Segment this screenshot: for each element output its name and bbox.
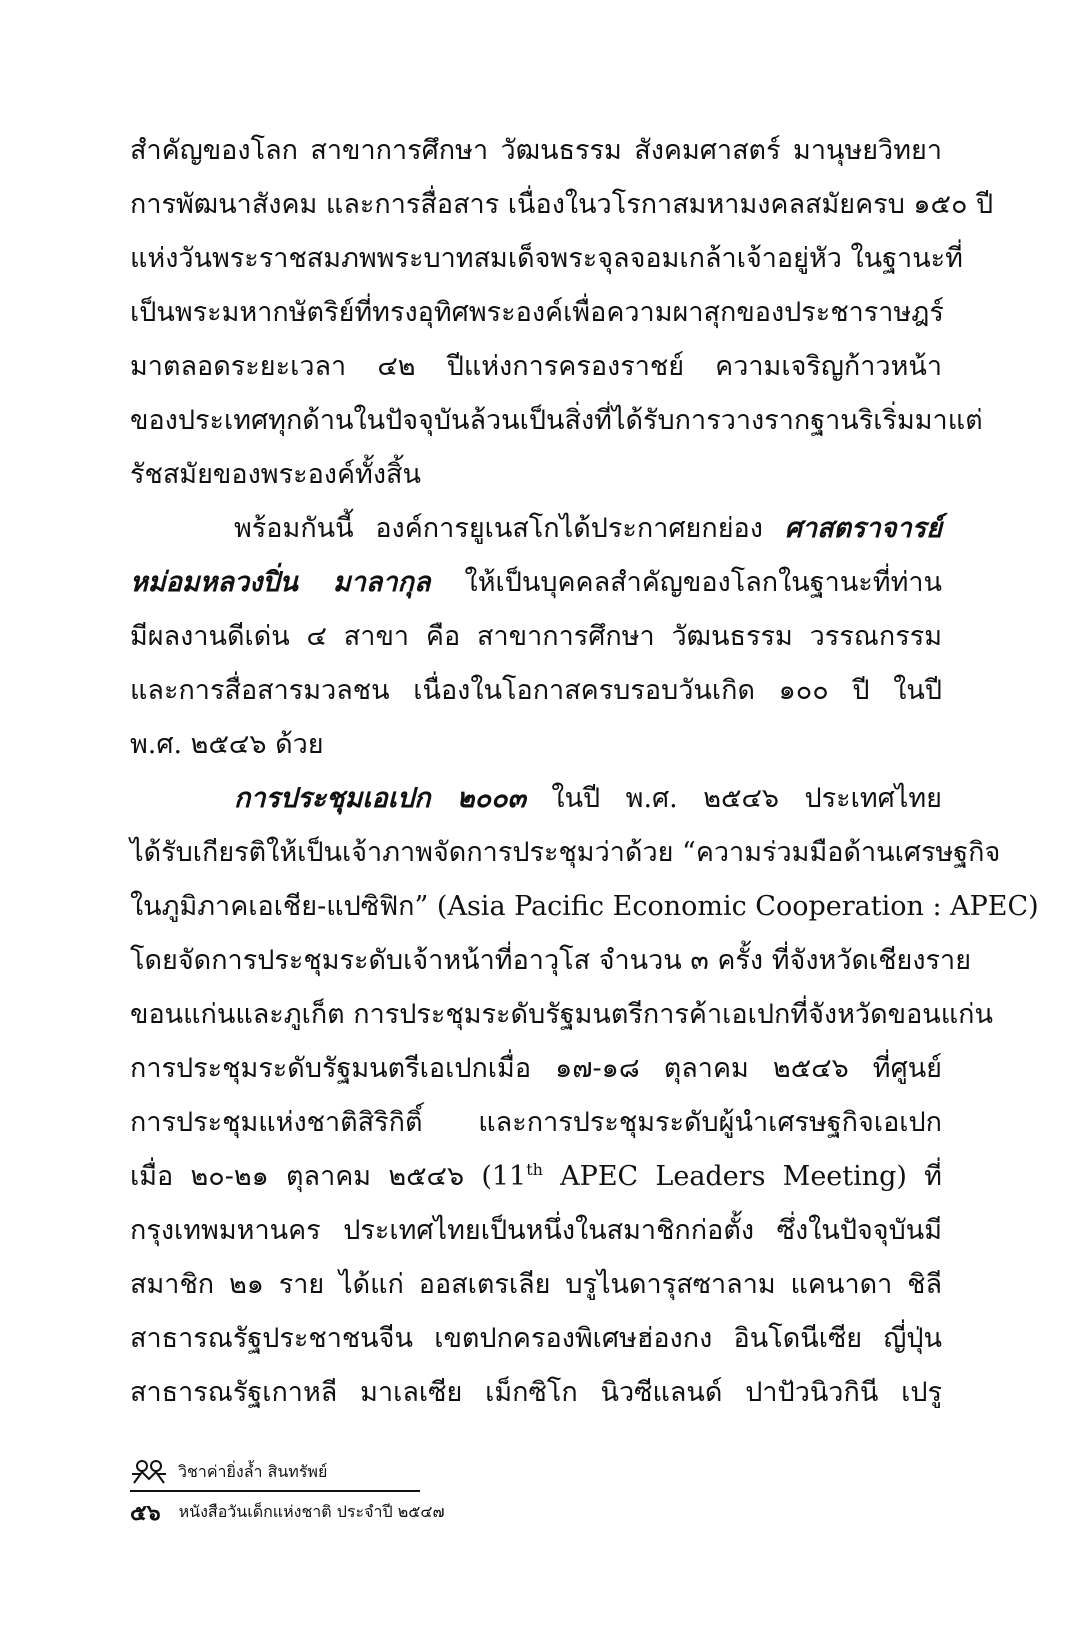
body-text: ในปี พ.ศ. ๒๕๔๖ ประเทศไทย: [525, 783, 942, 814]
body-line: ได้รับเกียรติให้เป็นเจ้าภาพจัดการประชุมว่าด้วย “ความร่วมมือด้านเศรษฐกิจ: [130, 837, 1001, 868]
body-line: และการสื่อสารมวลชน เนื่องในโอกาสครบรอบวันเกิด ๑๐๐ ปี ในปี: [130, 675, 942, 706]
body-line: เป็นพระมหากษัตริย์ที่ทรงอุทิศพระองค์เพื่อความผาสุกของประชาราษฎร์: [130, 297, 944, 328]
body-line: [130, 556, 942, 610]
body-line: ขอนแก่นและภูเก็ต การประชุมระดับรัฐมนตรีการค้าเอเปกที่จังหวัดขอนแก่น: [130, 999, 993, 1030]
body-line: สาธารณรัฐประชาชนจีน เขตปกครองพิเศษฮ่องกง อินโดนีเซีย ญี่ปุ่น: [130, 1323, 942, 1354]
emphasis-heading: การประชุมเอเปก ๒๐๐๓: [234, 783, 526, 814]
body-line: โดยจัดการประชุมระดับเจ้าหน้าที่อาวุโส จำนวน ๓ ครั้ง ที่จังหวัดเชียงราย: [130, 945, 972, 976]
body-line: กรุงเทพมหานคร ประเทศไทยเป็นหนึ่งในสมาชิกก่อตั้ง ซึ่งในปัจจุบันมี: [130, 1215, 942, 1246]
body-line: แห่งวันพระราชสมภพพระบาทสมเด็จพระจุลจอมเกล้าเจ้าอยู่หัว ในฐานะที่: [130, 243, 963, 274]
body-line: การพัฒนาสังคม และการสื่อสาร เนื่องในวโรกาสมหามงคลสมัยครบ ๑๕๐ ปี: [130, 189, 994, 220]
body-line: การประชุมแห่งชาติสิริกิติ์ และการประชุมระดับผู้นำเศรษฐกิจเอเปก: [130, 1107, 942, 1138]
body-text: ให้เป็นบุคคลสำคัญของโลกในฐานะที่ท่าน: [430, 567, 942, 598]
body-line: ในภูมิภาคเอเชีย-แปซิฟิก” (Asia Pacific Economic Cooperation : APEC): [130, 891, 1039, 922]
body-line: สมาชิก ๒๑ ราย ได้แก่ ออสเตรเลีย บรูไนดารุสซาลาม แคนาดา ชิลี: [130, 1269, 942, 1300]
body-line: พ.ศ. ๒๕๔๖ ด้วย: [130, 729, 324, 760]
superscript: th: [526, 1160, 543, 1179]
body-text: APEC Leaders Meeting) ที่: [542, 1161, 942, 1192]
body-line: สำคัญของโลก สาขาการศึกษา วัฒนธรรม สังคมศาสตร์ มานุษยวิทยา: [130, 135, 942, 166]
emphasis-name: ศาสตราจารย์: [784, 513, 942, 544]
body-line: มาตลอดระยะเวลา ๔๒ ปีแห่งการครองราชย์ ความเจริญก้าวหน้า: [130, 351, 942, 382]
body-line: มีผลงานดีเด่น ๔ สาขา คือ สาขาการศึกษา วัฒนธรรม วรรณกรรม: [130, 621, 942, 652]
body-line: รัชสมัยของพระองค์ทั้งสิ้น: [130, 459, 421, 490]
footer-brand-row: [130, 1458, 550, 1486]
body-text: พร้อมกันนี้ องค์การยูเนสโกได้ประกาศยกย่อง: [234, 513, 785, 544]
body-line: [130, 1150, 942, 1204]
child-logo-icon: [130, 1459, 168, 1485]
footer-divider: [130, 1490, 420, 1492]
page-footer: [130, 1458, 550, 1526]
paragraph-first-line: [130, 772, 942, 826]
body-line: สาธารณรัฐเกาหลี มาเลเซีย เม็กซิโก นิวซีแลนด์ ปาปัวนิวกินี เปรู: [130, 1377, 942, 1408]
paragraph-first-line: [130, 502, 942, 556]
footer-brand: วิชาค่ายิ่งล้ำ สินทรัพย์: [178, 1461, 328, 1481]
body-text: เมื่อ ๒๐-๒๑ ตุลาคม ๒๕๔๖ (11: [130, 1161, 527, 1192]
emphasis-name: หม่อมหลวงปิ่น มาลากุล: [130, 567, 431, 598]
page-number: ๕๖: [130, 1500, 161, 1526]
book-title: หนังสือวันเด็กแห่งชาติ ประจำปี ๒๕๔๗: [178, 1501, 445, 1521]
body-line: การประชุมระดับรัฐมนตรีเอเปกเมื่อ ๑๗-๑๘ ตุลาคม ๒๕๔๖ ที่ศูนย์: [130, 1053, 942, 1084]
footer-title-row: [130, 1498, 550, 1526]
body-line: ของประเทศทุกด้านในปัจจุบันล้วนเป็นสิ่งที่ได้รับการวางรากฐานริเริ่มมาแต่: [130, 405, 983, 436]
